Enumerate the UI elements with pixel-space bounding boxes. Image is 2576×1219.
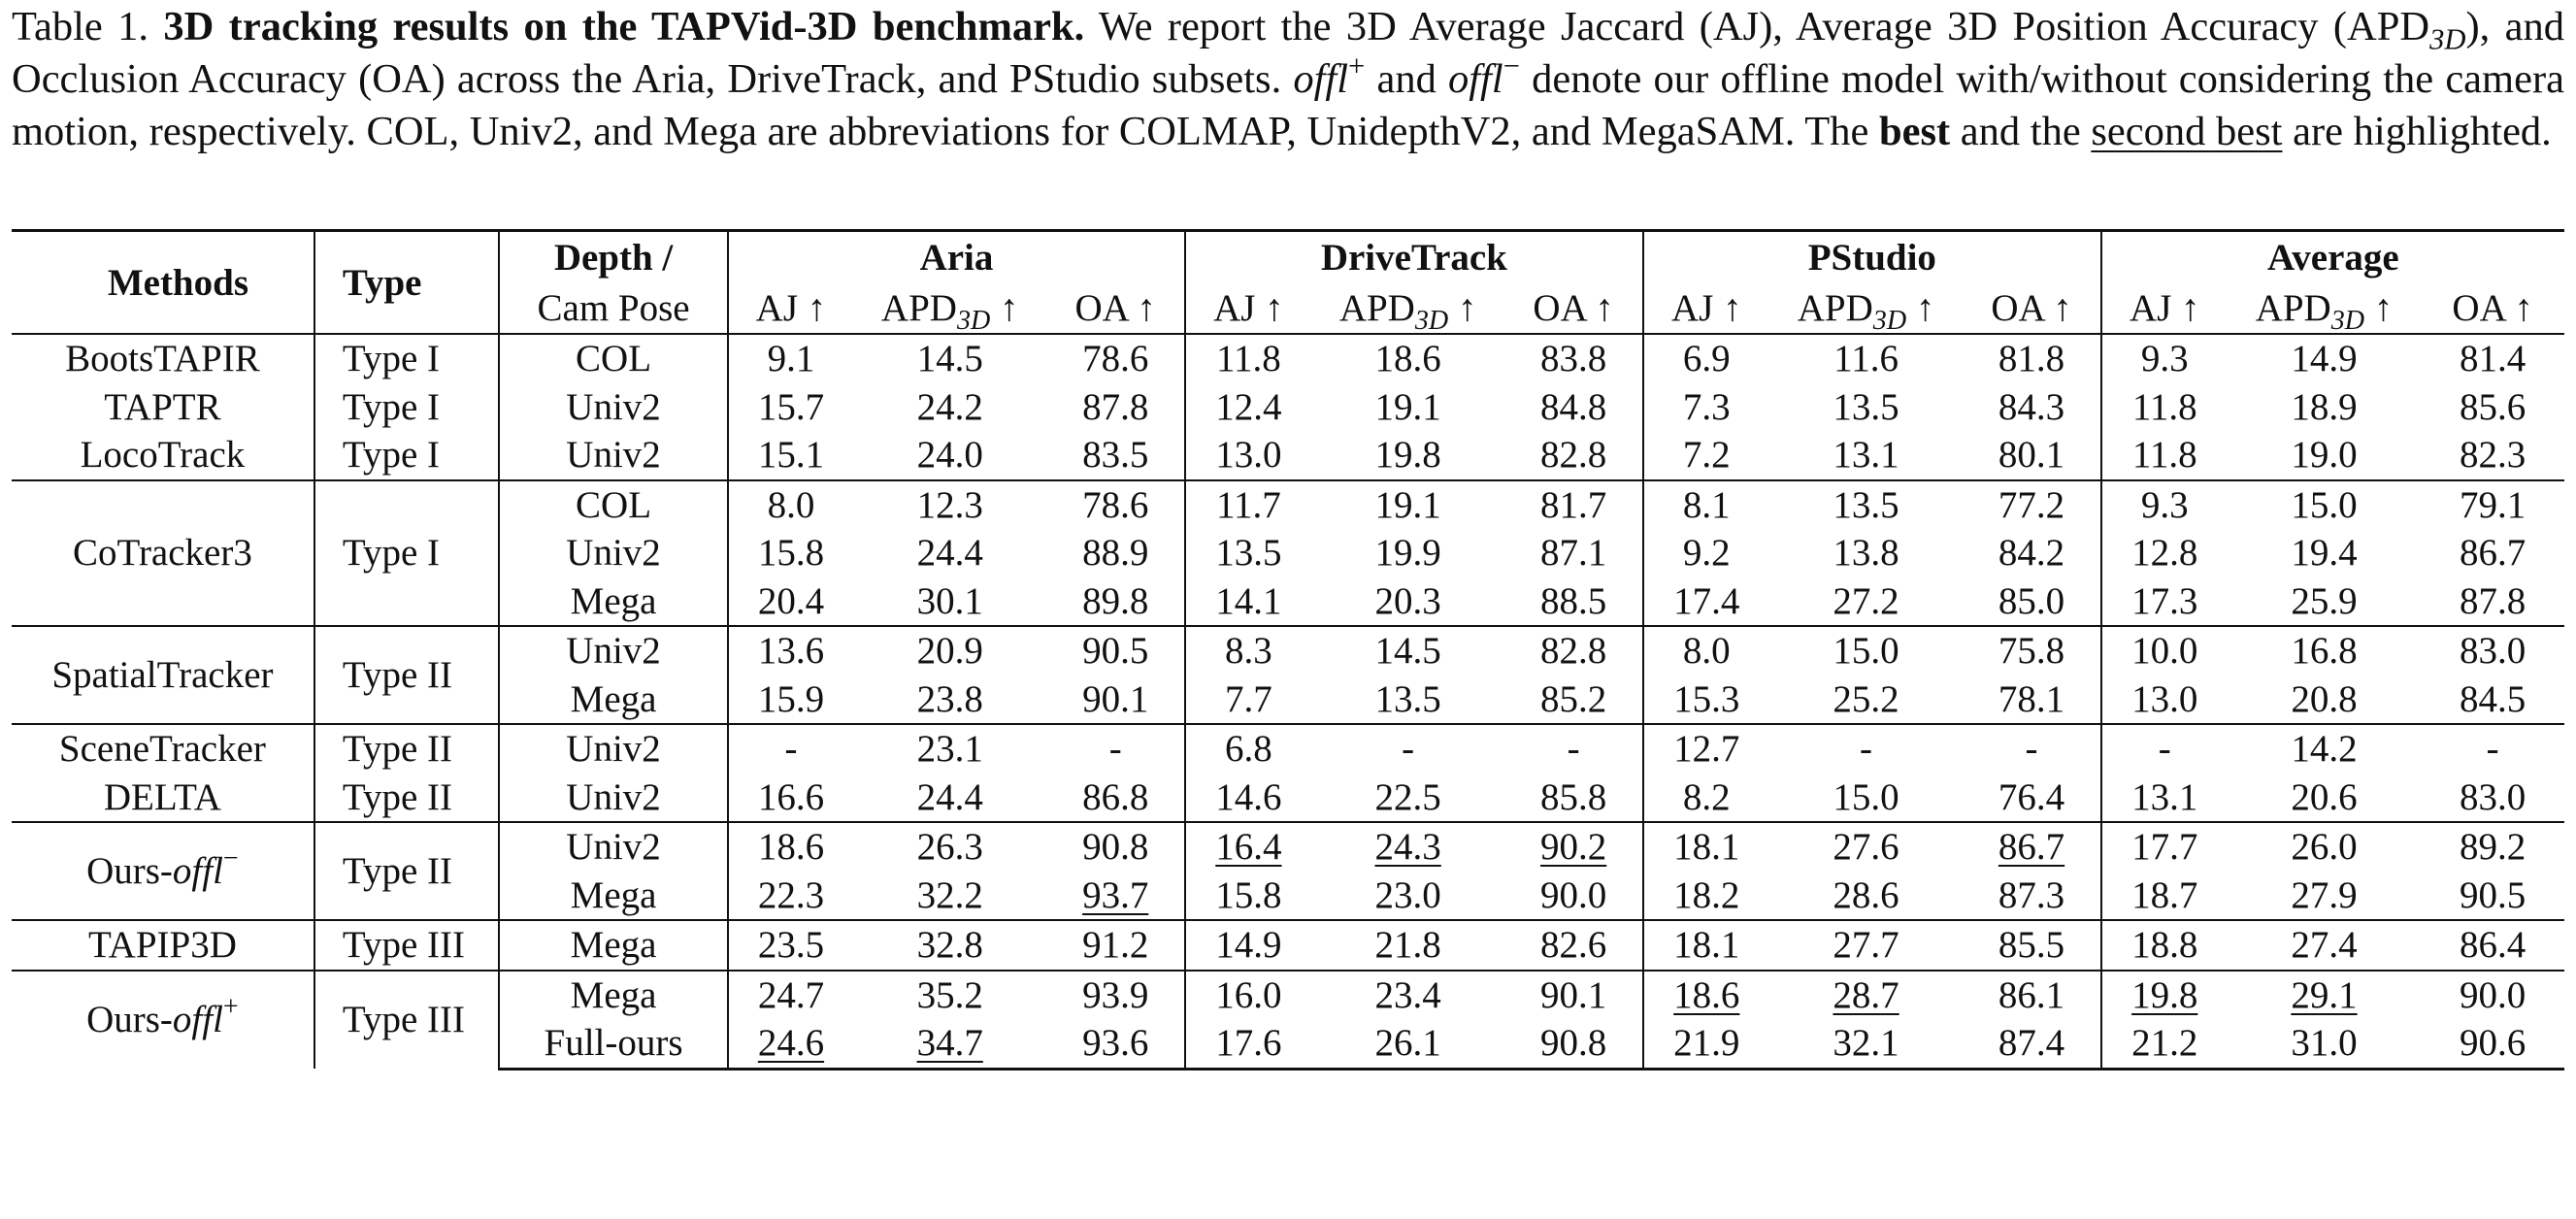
method-type: Type II <box>314 724 499 774</box>
metric-value: 87.8 <box>1082 385 1149 428</box>
metric-value: 18.6 <box>728 822 853 872</box>
metric-value: 21.2 <box>2101 1019 2228 1069</box>
header-metric-apd: $APD_{3D}$ ↑ <box>1338 286 1477 336</box>
metric-value: 18.6 <box>1643 971 1769 1020</box>
metric-value: 11.8 <box>2101 431 2228 480</box>
metric-value: 21.9 <box>1643 1019 1769 1069</box>
metric-value: 10.0 <box>2101 626 2228 675</box>
metric-value: 32.1 <box>1769 1019 1964 1069</box>
metric-value: 15.8 <box>1185 872 1311 921</box>
table-row <box>12 774 2564 823</box>
metric-value: 27.2 <box>1833 579 1899 622</box>
metric-value: 27.6 <box>1769 822 1964 872</box>
metric-value: 77.2 <box>1963 480 2100 530</box>
metric-value: 14.9 <box>1185 920 1311 971</box>
metric-value: 90.5 <box>1047 626 1185 675</box>
table-row <box>12 383 2564 432</box>
metric-value: 87.3 <box>1998 873 2065 916</box>
metric-value: 90.0 <box>1540 873 1607 916</box>
metric-value: 81.4 <box>2421 334 2564 383</box>
metric-value: - <box>728 724 853 774</box>
metric-value: - <box>1047 724 1185 774</box>
metric-value: 9.1 <box>728 334 853 383</box>
metric-value: 28.7 <box>1769 971 1964 1020</box>
metric-value: 20.3 <box>1374 579 1441 622</box>
metric-value: 90.8 <box>1504 1019 1642 1069</box>
metric-value: 26.3 <box>853 822 1047 872</box>
method-type: Type II <box>314 774 499 823</box>
metric-value: 78.6 <box>1047 334 1185 383</box>
metric-value: - <box>1769 724 1964 774</box>
caption-second-best: second best <box>2091 109 2283 154</box>
metric-value: 19.9 <box>1374 532 1441 575</box>
method-name: TAPTR <box>104 385 221 428</box>
method-type: Type I <box>314 334 499 383</box>
metric-value: 15.8 <box>728 529 853 577</box>
header-group-pstudio: PStudio <box>1643 231 2101 283</box>
metric-value: 81.7 <box>1504 480 1642 530</box>
metric-value: 18.1 <box>1643 920 1769 971</box>
caption-best: best <box>1878 109 1951 154</box>
depth-cam-pose: Mega <box>499 971 728 1020</box>
depth-cam-pose: Mega <box>499 577 728 627</box>
method-type: Type II <box>314 822 499 920</box>
table-row <box>12 626 2564 675</box>
metric-value: 24.6 <box>728 1019 853 1069</box>
metric-value: 23.8 <box>916 677 983 720</box>
metric-value: 13.0 <box>2101 675 2228 725</box>
metric-value: 12.4 <box>1185 383 1311 432</box>
metric-value: 12.8 <box>2101 529 2228 577</box>
metric-value: 20.4 <box>728 577 853 627</box>
metric-value: 89.2 <box>2421 822 2564 872</box>
metric-value: 84.8 <box>1540 385 1607 428</box>
metric-value: 90.6 <box>2421 1019 2564 1069</box>
metric-value: 85.2 <box>1540 677 1607 720</box>
metric-value: 20.9 <box>853 626 1047 675</box>
metric-value: 85.0 <box>1998 579 2065 622</box>
metric-value: 32.8 <box>853 920 1047 971</box>
metric-value: 85.5 <box>1963 920 2100 971</box>
metric-value: 84.3 <box>1998 385 2065 428</box>
metric-value: 13.5 <box>1833 385 1899 428</box>
caption-label: Table 1. <box>12 4 149 49</box>
header-metric-aj: AJ ↑ <box>728 282 853 334</box>
header-metric-oa: OA ↑ <box>2452 286 2533 329</box>
depth-cam-pose: COL <box>499 480 728 530</box>
metric-value: 7.2 <box>1643 431 1769 480</box>
table-row <box>12 334 2564 383</box>
metric-value: 15.0 <box>1769 626 1964 675</box>
metric-value: 28.6 <box>1833 873 1899 916</box>
metric-value: 83.5 <box>1082 434 1149 477</box>
depth-cam-pose: Univ2 <box>499 774 728 823</box>
metric-value: 18.7 <box>2101 872 2228 921</box>
metric-value: 87.1 <box>1540 532 1607 575</box>
metric-value: 8.2 <box>1643 774 1769 823</box>
page <box>12 0 2564 1065</box>
metric-value: 82.8 <box>1540 434 1607 477</box>
metric-value: 23.1 <box>853 724 1047 774</box>
method-type: Type I <box>314 431 499 480</box>
metric-value: 27.9 <box>2291 873 2358 916</box>
metric-value: 85.6 <box>2460 385 2526 428</box>
metric-value: 90.1 <box>1504 971 1642 1020</box>
metric-value: 80.1 <box>1998 434 2065 477</box>
metric-value: 82.6 <box>1504 920 1642 971</box>
metric-value: 26.1 <box>1311 1019 1505 1069</box>
method-type: Type II <box>314 626 499 724</box>
metric-value: 16.8 <box>2228 626 2422 675</box>
metric-value: 20.8 <box>2291 677 2358 720</box>
method-name: DELTA <box>103 775 221 818</box>
metric-value: 86.4 <box>2421 920 2564 971</box>
depth-cam-pose: Univ2 <box>499 724 728 774</box>
metric-value: 15.9 <box>728 675 853 725</box>
table-caption: Table 1. 3D tracking results on the TAPVid-3D benchmark. We report the 3D Average Jaccard (AJ), Average 3D Position Accuracy $(APD_{3D})$, and Occlusion Accuracy (OA) across the Aria, DriveTrack, and PStudio subsets. offl+ and offl− denote our offline model with/without considering the camera motion, respectively. COL, Univ2, and Mega are abbreviations for COLMAP, UnidepthV2, and MegaSAM. The best and the second best are highlighted. <box>12 4 2564 154</box>
metric-value: 8.1 <box>1643 480 1769 530</box>
metric-value: 27.7 <box>1769 920 1964 971</box>
metric-value: 86.7 <box>1963 822 2100 872</box>
metric-value: 23.5 <box>728 920 853 971</box>
metric-value: 11.7 <box>1185 480 1311 530</box>
header-metric-apd: $APD_{3D}$ ↑ <box>880 286 1019 336</box>
method-name: Ours-offl− <box>12 822 314 920</box>
table-row <box>12 971 2564 1020</box>
metric-value: 13.6 <box>728 626 853 675</box>
metric-value: 86.8 <box>1082 775 1149 818</box>
metric-value: 18.2 <box>1643 872 1769 921</box>
metric-value: 11.6 <box>1769 334 1964 383</box>
metric-value: 19.1 <box>1311 480 1505 530</box>
method-type: Type I <box>314 383 499 432</box>
metric-value: 9.3 <box>2101 480 2228 530</box>
metric-value: 23.0 <box>1374 873 1441 916</box>
header-group-drivetrack: DriveTrack <box>1185 231 1643 283</box>
metric-value: 78.1 <box>1998 677 2065 720</box>
metric-value: - <box>1504 724 1642 774</box>
metric-value: 12.3 <box>853 480 1047 530</box>
metric-value: 15.1 <box>728 431 853 480</box>
metric-value: 24.4 <box>916 532 983 575</box>
metric-value: 31.0 <box>2228 1019 2422 1069</box>
metric-value: 17.3 <box>2101 577 2228 627</box>
metric-value: 7.3 <box>1643 383 1769 432</box>
metric-value: - <box>1963 724 2100 774</box>
metric-value: 24.0 <box>916 434 983 477</box>
metric-value: 19.4 <box>2291 532 2358 575</box>
metric-value: 88.9 <box>1082 532 1149 575</box>
metric-value: 6.9 <box>1643 334 1769 383</box>
metric-value: 15.0 <box>2228 480 2422 530</box>
metric-value: 19.1 <box>1374 385 1441 428</box>
depth-cam-pose: Mega <box>499 920 728 971</box>
method-type: Type III <box>314 971 499 1070</box>
metric-value: 15.7 <box>728 383 853 432</box>
header-group-aria: Aria <box>728 231 1185 283</box>
caption-title: 3D tracking results on the TAPVid-3D benchmark. <box>163 4 1085 49</box>
header-depth-line2: Cam Pose <box>499 282 728 334</box>
table-row <box>12 724 2564 774</box>
metric-value: 13.5 <box>1185 529 1311 577</box>
method-name: SceneTracker <box>12 724 314 774</box>
metric-value: 14.5 <box>853 334 1047 383</box>
metric-value: 79.1 <box>2421 480 2564 530</box>
header-group-average: Average <box>2101 231 2564 283</box>
metric-value: 11.8 <box>2101 383 2228 432</box>
metric-value: 84.5 <box>2460 677 2526 720</box>
metric-value: 82.8 <box>1504 626 1642 675</box>
metric-value: - <box>2101 724 2228 774</box>
metric-value: 24.4 <box>916 775 983 818</box>
metric-value: 24.7 <box>728 971 853 1020</box>
method-name: Ours-offl+ <box>12 971 314 1070</box>
metric-value: 8.0 <box>1643 626 1769 675</box>
metric-value: 19.0 <box>2291 434 2358 477</box>
metric-value: 13.5 <box>1374 677 1441 720</box>
metric-value: 13.1 <box>1833 434 1899 477</box>
metric-value: 75.8 <box>1963 626 2100 675</box>
table-row <box>12 920 2564 971</box>
metric-value: 13.8 <box>1833 532 1899 575</box>
metric-value: 87.8 <box>2460 579 2526 622</box>
depth-cam-pose: COL <box>499 334 728 383</box>
table-row <box>12 480 2564 530</box>
header-metric-oa: OA ↑ <box>1533 286 1614 329</box>
header-metric-apd: $APD_{3D}$ ↑ <box>2255 286 2394 336</box>
metric-value: 9.2 <box>1643 529 1769 577</box>
depth-cam-pose: Mega <box>499 675 728 725</box>
metric-value: 18.8 <box>2101 920 2228 971</box>
depth-cam-pose: Univ2 <box>499 383 728 432</box>
metric-value: 78.6 <box>1047 480 1185 530</box>
metric-value: 88.5 <box>1540 579 1607 622</box>
metric-value: 35.2 <box>853 971 1047 1020</box>
metric-value: 24.3 <box>1311 822 1505 872</box>
metric-value: 18.1 <box>1643 822 1769 872</box>
metric-value: 15.0 <box>1833 775 1899 818</box>
method-name: CoTracker3 <box>12 480 314 627</box>
metric-value: 90.5 <box>2460 873 2526 916</box>
depth-cam-pose: Univ2 <box>499 626 728 675</box>
metric-value: 93.7 <box>1082 873 1149 916</box>
header-metric-aj: AJ ↑ <box>1643 282 1769 334</box>
metric-value: 93.9 <box>1047 971 1185 1020</box>
header-metric-oa: OA ↑ <box>1074 286 1156 329</box>
metric-value: 25.2 <box>1833 677 1899 720</box>
metric-value: 8.0 <box>728 480 853 530</box>
metric-value: 27.4 <box>2228 920 2422 971</box>
table-row <box>12 431 2564 480</box>
metric-value: 11.8 <box>1185 334 1311 383</box>
metric-value: 84.2 <box>1998 532 2065 575</box>
results-table <box>12 229 2564 1071</box>
depth-cam-pose: Univ2 <box>499 529 728 577</box>
metric-value: 13.0 <box>1185 431 1311 480</box>
metric-value: 81.8 <box>1963 334 2100 383</box>
depth-cam-pose: Full-ours <box>499 1019 728 1069</box>
metric-value: 83.0 <box>2460 775 2526 818</box>
header-methods: Methods <box>12 231 314 335</box>
metric-value: - <box>2421 724 2564 774</box>
metric-value: 6.8 <box>1185 724 1311 774</box>
metric-value: 83.0 <box>2421 626 2564 675</box>
header-metric-apd: $APD_{3D}$ ↑ <box>1797 286 1935 336</box>
method-type: Type I <box>314 480 499 627</box>
metric-value: 12.7 <box>1643 724 1769 774</box>
metric-value: 30.1 <box>916 579 983 622</box>
metric-value: 85.8 <box>1540 775 1607 818</box>
metric-value: 29.1 <box>2228 971 2422 1020</box>
metric-value: 25.9 <box>2291 579 2358 622</box>
metric-value: - <box>1311 724 1505 774</box>
metric-value: 9.3 <box>2101 334 2228 383</box>
header-metric-aj: AJ ↑ <box>1185 282 1311 334</box>
metric-value: 22.5 <box>1374 775 1441 818</box>
metric-value: 14.9 <box>2228 334 2422 383</box>
header-row-1 <box>12 231 2564 283</box>
metric-value: 90.0 <box>2421 971 2564 1020</box>
metric-value: 87.4 <box>1963 1019 2100 1069</box>
metric-value: 86.1 <box>1963 971 2100 1020</box>
metric-value: 17.6 <box>1185 1019 1311 1069</box>
method-name: BootsTAPIR <box>12 334 314 383</box>
metric-value: 13.5 <box>1769 480 1964 530</box>
metric-value: 14.5 <box>1311 626 1505 675</box>
metric-value: 18.6 <box>1311 334 1505 383</box>
metric-value: 89.8 <box>1082 579 1149 622</box>
metric-value: 24.2 <box>916 385 983 428</box>
header-metric-aj: AJ ↑ <box>2101 282 2228 334</box>
metric-value: 90.1 <box>1082 677 1149 720</box>
metric-value: 16.0 <box>1185 971 1311 1020</box>
depth-cam-pose: Mega <box>499 872 728 921</box>
method-name: TAPIP3D <box>12 920 314 971</box>
metric-value: 91.2 <box>1047 920 1185 971</box>
metric-value: 16.6 <box>728 774 853 823</box>
header-type: Type <box>314 231 499 335</box>
metric-value: 18.9 <box>2291 385 2358 428</box>
method-type: Type III <box>314 920 499 971</box>
depth-cam-pose: Univ2 <box>499 431 728 480</box>
metric-value: 16.4 <box>1185 822 1311 872</box>
metric-value: 90.8 <box>1047 822 1185 872</box>
metric-value: 20.6 <box>2291 775 2358 818</box>
metric-value: 34.7 <box>853 1019 1047 1069</box>
method-name: SpatialTracker <box>12 626 314 724</box>
metric-value: 19.8 <box>2101 971 2228 1020</box>
method-name: LocoTrack <box>80 434 246 477</box>
metric-value: 14.1 <box>1185 577 1311 627</box>
metric-value: 14.6 <box>1185 774 1311 823</box>
metric-value: 15.3 <box>1643 675 1769 725</box>
metric-value: 93.6 <box>1047 1019 1185 1069</box>
metric-value: 83.8 <box>1504 334 1642 383</box>
header-depth-line1: Depth / <box>499 231 728 283</box>
metric-value: 26.0 <box>2228 822 2422 872</box>
metric-value: 76.4 <box>1998 775 2065 818</box>
table-row <box>12 822 2564 872</box>
metric-value: 7.7 <box>1185 675 1311 725</box>
metric-value: 22.3 <box>728 872 853 921</box>
metric-value: 17.4 <box>1643 577 1769 627</box>
metric-value: 21.8 <box>1311 920 1505 971</box>
metric-value: 82.3 <box>2460 434 2526 477</box>
metric-value: 8.3 <box>1185 626 1311 675</box>
metric-value: 86.7 <box>2460 532 2526 575</box>
metric-value: 19.8 <box>1374 434 1441 477</box>
metric-value: 13.1 <box>2101 774 2228 823</box>
metric-value: 17.7 <box>2101 822 2228 872</box>
depth-cam-pose: Univ2 <box>499 822 728 872</box>
metric-value: 90.2 <box>1504 822 1642 872</box>
metric-value: 32.2 <box>916 873 983 916</box>
metric-value: 14.2 <box>2228 724 2422 774</box>
header-metric-oa: OA ↑ <box>1991 286 2072 329</box>
metric-value: 23.4 <box>1311 971 1505 1020</box>
